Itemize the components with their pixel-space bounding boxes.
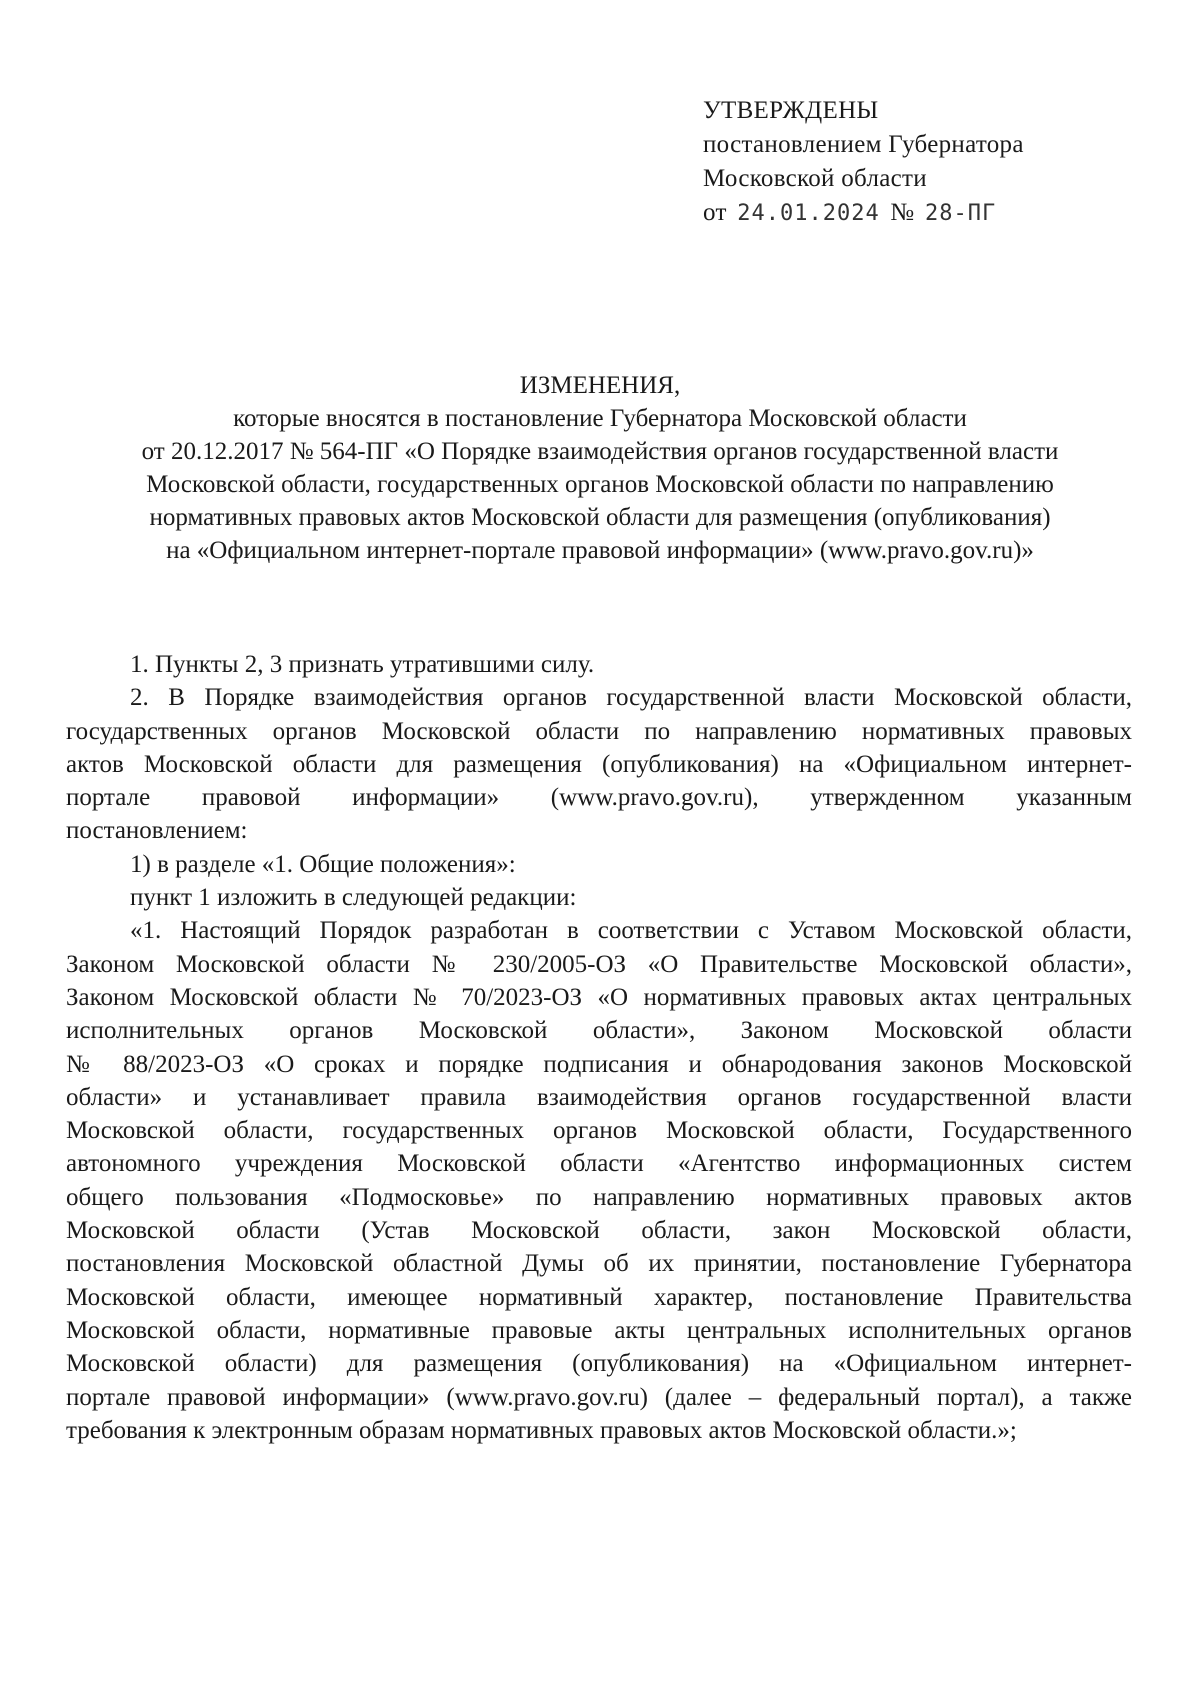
paragraph-line: № 88/2023-ОЗ «О сроках и порядке подписания и обнародования законов Московской — [66, 1050, 1132, 1078]
paragraph-5 — [66, 914, 1132, 1447]
title-line: нормативных правовых актов Московской области для размещения (опубликования) — [149, 504, 1051, 531]
paragraph-line: «1. Настоящий Порядок разработан в соответствии с Уставом Московской области, — [130, 917, 1132, 945]
paragraph-line: 1. Пункты 2, 3 признать утратившими силу. — [130, 651, 595, 678]
paragraph-line: пункт 1 изложить в следующей редакции: — [130, 884, 577, 912]
paragraph-line: актов Московской области для размещения (опубликования) на «Официальном интернет- — [66, 750, 1132, 778]
approval-date-line — [703, 196, 1024, 231]
title-line: которые вносятся в постановление Губернатора Московской области — [233, 405, 967, 432]
paragraph-line: 1) в разделе «1. Общие положения»: — [130, 850, 516, 878]
approval-number: 28-ПГ — [925, 201, 997, 226]
title-line: от 20.12.2017 № 564-ПГ «О Порядке взаимодействия органов государственной власти — [141, 438, 1059, 465]
paragraph-line: постановления Московской областной Думы об их принятии, постановление Губернатора — [66, 1250, 1132, 1278]
approval-date: 24.01.2024 — [737, 201, 880, 226]
paragraph-2 — [66, 681, 1132, 847]
approval-line-3: Московской области — [703, 165, 927, 192]
paragraph-line: Московской области) для размещения (опубликования) на «Официальном интернет- — [66, 1350, 1132, 1378]
title-heading: ИЗМЕНЕНИЯ, — [519, 372, 681, 399]
paragraph-line: Московской области (Устав Московской области, закон Московской области, — [66, 1217, 1132, 1245]
title-line: на «Официальном интернет-портале правовой информации» (www.pravo.gov.ru)» — [166, 537, 1034, 564]
paragraph-line: государственных органов Московской области по направлению нормативных правовых — [66, 717, 1132, 745]
paragraph-line: 2. В Порядке взаимодействия органов государственной власти Московской области, — [130, 684, 1132, 712]
paragraph-line: Законом Московской области № 70/2023-ОЗ «О нормативных правовых актах центральных — [66, 983, 1132, 1011]
title-line: Московской области, государственных органов Московской области по направлению — [146, 471, 1054, 498]
number-sign: № — [890, 199, 915, 226]
document-body — [66, 648, 1132, 1447]
paragraph-line: Московской области, государственных органов Московской области, Государственного — [66, 1117, 1132, 1145]
paragraph-line: Московской области, нормативные правовые акты центральных исполнительных органов — [66, 1316, 1132, 1344]
document-title — [60, 369, 1140, 567]
paragraph-line: портале правовой информации» (www.pravo.gov.ru) (далее – федеральный портал), а также — [66, 1383, 1132, 1411]
approval-heading: УТВЕРЖДЕНЫ — [703, 97, 879, 124]
approval-line-2: постановлением Губернатора — [703, 131, 1024, 158]
paragraph-line: Законом Московской области № 230/2005-ОЗ «О Правительстве Московской области», — [66, 950, 1132, 978]
approval-stamp — [703, 94, 1024, 231]
paragraph-line: Московской области, имеющее нормативный характер, постановление Правительства — [66, 1283, 1132, 1311]
paragraph-1 — [66, 648, 1132, 681]
paragraph-line: исполнительных органов Московской области», Законом Московской области — [66, 1017, 1132, 1045]
paragraph-line: постановлением: — [66, 817, 248, 845]
paragraph-3 — [66, 848, 1132, 881]
paragraph-4 — [66, 881, 1132, 914]
paragraph-line: общего пользования «Подмосковье» по направлению нормативных правовых актов — [66, 1183, 1132, 1211]
paragraph-line: области» и устанавливает правила взаимодействия органов государственной власти — [66, 1083, 1132, 1111]
date-prefix: от — [703, 199, 727, 226]
paragraph-line: автономного учреждения Московской области «Агентство информационных систем — [66, 1150, 1132, 1178]
paragraph-line: требования к электронным образам нормативных правовых актов Московской области.»; — [66, 1416, 1017, 1444]
paragraph-line: портале правовой информации» (www.pravo.gov.ru), утвержденном указанным — [66, 784, 1132, 812]
